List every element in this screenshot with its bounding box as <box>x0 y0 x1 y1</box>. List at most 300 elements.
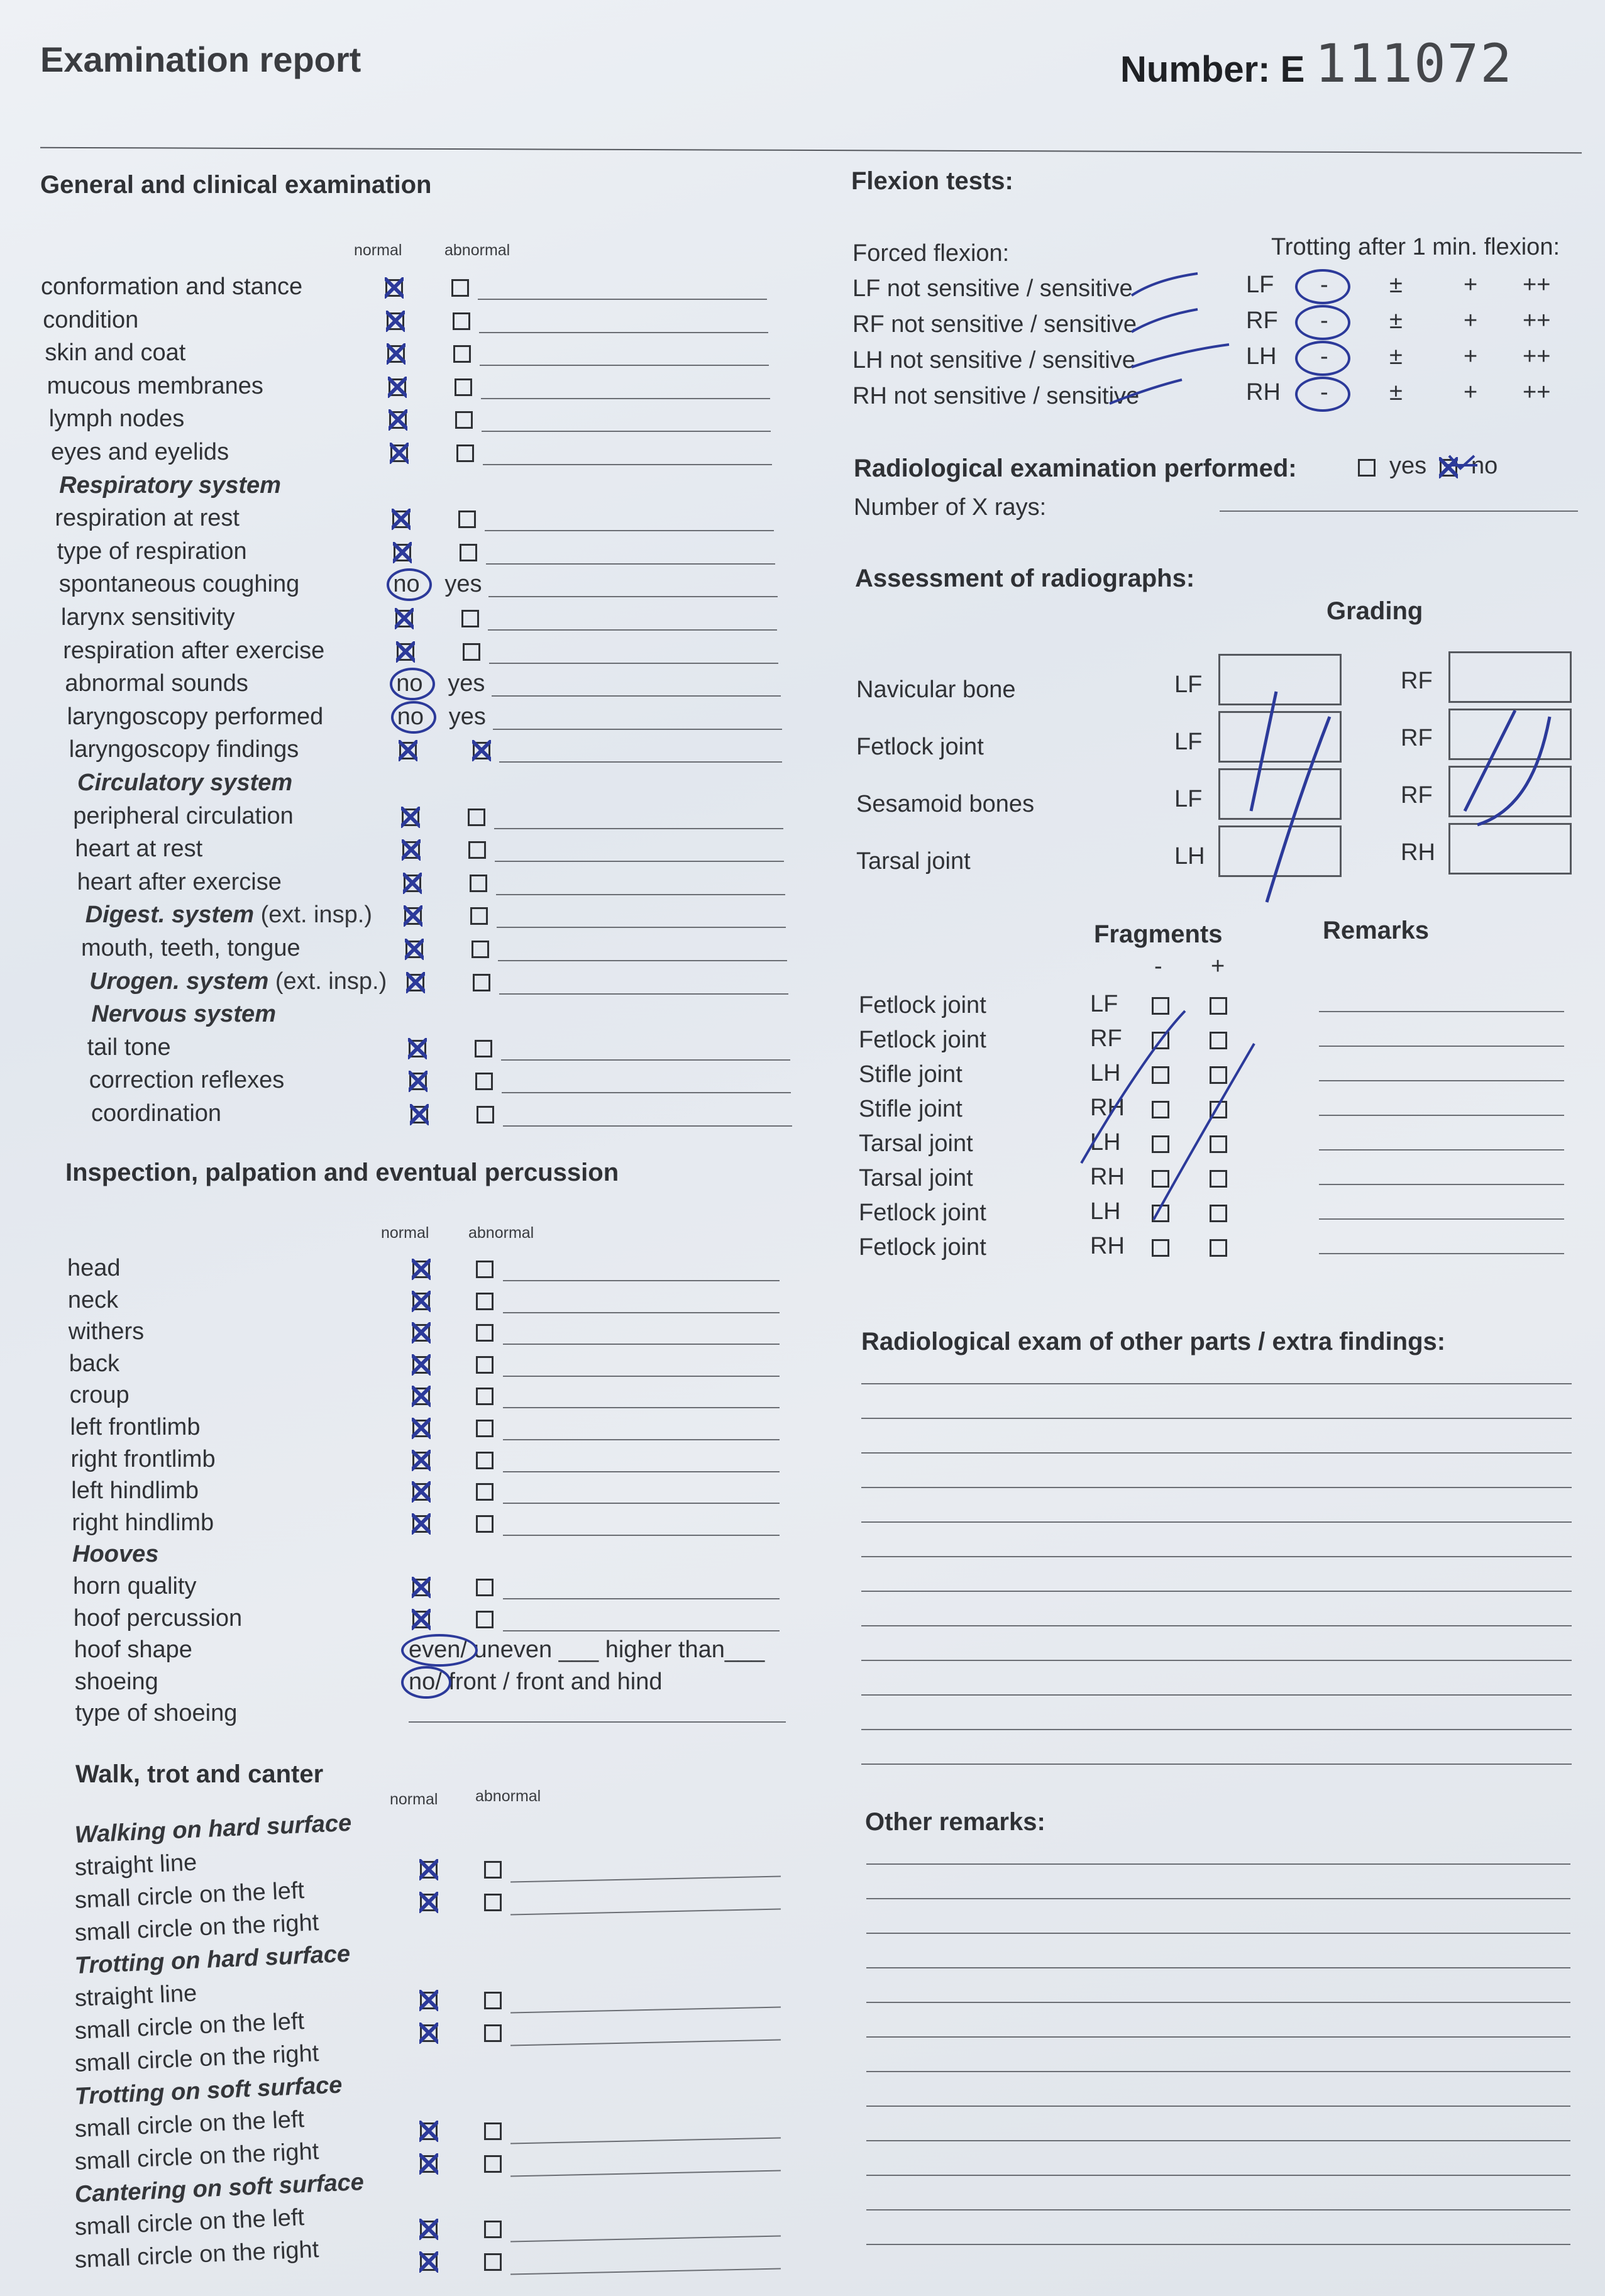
other-parts-line <box>861 1694 1572 1696</box>
flexion-grade: ++ <box>1523 343 1551 370</box>
general-normal-checkbox[interactable] <box>399 742 417 759</box>
general-normal-checkbox[interactable] <box>404 875 421 892</box>
flexion-grade-minus: - <box>1320 307 1328 334</box>
gait-abnormal-checkbox[interactable] <box>484 2221 502 2238</box>
fragments-plus-header: + <box>1211 953 1225 980</box>
general-abnormal-line <box>485 530 774 531</box>
fragments-plus-checkbox[interactable] <box>1210 1135 1227 1153</box>
other-parts-line <box>861 1729 1572 1730</box>
fragments-title: Fragments <box>1094 920 1223 948</box>
report-number-value: 111072 <box>1315 33 1513 94</box>
general-subhead <box>85 902 372 929</box>
gait-row-label: small circle on the left <box>74 2106 305 2143</box>
gait-subhead: Trotting on hard surface <box>74 1940 351 1979</box>
general-abnormal-line <box>499 993 788 995</box>
general-abnormal-checkbox[interactable] <box>453 345 471 363</box>
flexion-grade: ++ <box>1523 307 1551 334</box>
general-normal-checkbox[interactable] <box>395 610 413 627</box>
gait-abnormal-checkbox[interactable] <box>484 2155 502 2173</box>
report-number <box>1120 33 1513 94</box>
general-abnormal-checkbox[interactable] <box>463 643 480 661</box>
general-row-label: heart after exercise <box>77 868 282 895</box>
gait-normal-checkbox[interactable] <box>420 1894 438 1911</box>
fragments-minus-checkbox[interactable] <box>1152 1101 1169 1118</box>
flexion-grade-minus: - <box>1320 272 1328 298</box>
gait-abnormal-checkbox[interactable] <box>484 2122 502 2140</box>
flexion-selected-grade-circle <box>1295 305 1350 340</box>
fragments-minus-checkbox[interactable] <box>1152 1239 1169 1257</box>
general-abnormal-line <box>493 729 782 730</box>
general-abnormal-line <box>496 894 785 895</box>
general-abnormal-checkbox[interactable] <box>470 907 488 925</box>
radiological-yes-checkbox[interactable] <box>1358 459 1376 477</box>
fragments-row-label: Fetlock joint <box>859 1027 986 1053</box>
other-remarks-line <box>866 1863 1570 1865</box>
assessment-left-leg: LH <box>1174 843 1205 869</box>
general-normal-checkbox[interactable] <box>385 279 403 297</box>
inspection-abnormal-line <box>503 1344 780 1345</box>
assessment-right-grade-box[interactable] <box>1448 823 1572 875</box>
general-yes-option: yes <box>448 703 486 730</box>
other-remarks-line <box>866 2036 1570 2038</box>
gait-row-label: small circle on the left <box>74 1877 305 1914</box>
general-row-label: lymph nodes <box>48 406 185 433</box>
general-subhead-main: Urogen. system <box>89 968 269 995</box>
fragments-row-label: Stifle joint <box>859 1061 962 1088</box>
flexion-grade: + <box>1464 379 1478 406</box>
other-parts-line <box>861 1418 1572 1419</box>
gait-col-normal: normal <box>390 1791 438 1808</box>
assessment-right-leg: RF <box>1401 668 1433 694</box>
fragments-minus-checkbox[interactable] <box>1152 1032 1169 1049</box>
general-abnormal-checkbox[interactable] <box>453 312 470 330</box>
assessment-left-grade-box[interactable] <box>1218 825 1342 877</box>
inspection-col-abnormal: abnormal <box>468 1224 534 1242</box>
inspection-normal-checkbox[interactable] <box>412 1611 430 1628</box>
other-parts-line <box>861 1383 1572 1384</box>
fragments-minus-checkbox[interactable] <box>1152 997 1169 1015</box>
gait-normal-checkbox[interactable] <box>420 2253 438 2271</box>
inspection-abnormal-line <box>503 1439 780 1440</box>
gait-normal-checkbox[interactable] <box>420 2155 438 2173</box>
assessment-left-leg: LF <box>1174 671 1203 698</box>
general-row-label: heart at rest <box>75 836 203 863</box>
general-normal-checkbox[interactable] <box>390 444 408 462</box>
inspection-normal-checkbox[interactable] <box>412 1324 430 1342</box>
inspection-abnormal-checkbox[interactable] <box>476 1515 494 1533</box>
assessment-left-grade-box[interactable] <box>1218 711 1342 763</box>
general-abnormal-line <box>501 1059 790 1061</box>
inspection-abnormal-line <box>503 1407 780 1408</box>
gait-abnormal-checkbox[interactable] <box>484 2024 502 2042</box>
general-normal-checkbox[interactable] <box>404 907 422 925</box>
fragments-minus-checkbox[interactable] <box>1152 1066 1169 1084</box>
general-abnormal-checkbox[interactable] <box>472 941 489 958</box>
inspection-normal-checkbox[interactable] <box>412 1388 430 1405</box>
flexion-forced-label: Forced flexion: <box>852 240 1010 267</box>
general-subhead: Respiratory system <box>59 472 281 499</box>
general-subhead: Nervous system <box>91 1001 276 1028</box>
radiological-yes-label: yes <box>1389 453 1427 479</box>
general-normal-checkbox[interactable] <box>411 1106 428 1123</box>
general-subhead <box>89 968 387 995</box>
general-abnormal-checkbox[interactable] <box>456 444 474 462</box>
flexion-leg-label: LH <box>1246 343 1277 370</box>
inspection-normal-checkbox[interactable] <box>412 1579 430 1596</box>
other-remarks-line <box>866 1967 1570 1968</box>
gait-abnormal-checkbox[interactable] <box>484 1861 502 1879</box>
report-title: Examination report <box>40 40 361 79</box>
flexion-row-label: RF not sensitive / sensitive <box>852 311 1137 338</box>
general-abnormal-line <box>489 663 778 664</box>
other-parts-line <box>861 1763 1572 1765</box>
other-remarks-line <box>866 2002 1570 2003</box>
fragments-leg-label: LF <box>1090 991 1118 1017</box>
assessment-right-grade-box[interactable] <box>1448 766 1572 817</box>
flexion-leg-label: LF <box>1246 272 1274 298</box>
general-abnormal-line <box>483 464 772 465</box>
general-row-label: condition <box>43 306 139 333</box>
flexion-grade: + <box>1464 307 1478 334</box>
inspection-abnormal-line <box>503 1471 780 1472</box>
gait-abnormal-checkbox[interactable] <box>484 1992 502 2009</box>
fragments-minus-checkbox[interactable] <box>1152 1135 1169 1153</box>
general-row-label: respiration at rest <box>55 505 240 532</box>
fragments-row-label: Fetlock joint <box>859 1200 986 1226</box>
other-parts-line <box>861 1521 1572 1523</box>
other-parts-line <box>861 1556 1572 1557</box>
general-abnormal-checkbox[interactable] <box>473 742 490 759</box>
general-abnormal-checkbox[interactable] <box>451 279 469 297</box>
gait-abnormal-checkbox[interactable] <box>484 2253 502 2271</box>
inspection-abnormal-line <box>503 1535 780 1536</box>
other-remarks-title: Other remarks: <box>865 1808 1045 1836</box>
general-abnormal-checkbox[interactable] <box>461 610 479 627</box>
general-col-normal: normal <box>354 241 402 259</box>
general-abnormal-line <box>499 761 782 763</box>
other-remarks-line <box>866 2071 1570 2072</box>
fragments-plus-checkbox[interactable] <box>1210 1066 1227 1084</box>
flexion-selected-grade-circle <box>1295 269 1350 304</box>
inspection-normal-checkbox[interactable] <box>412 1515 430 1533</box>
inspection-abnormal-line <box>503 1598 780 1599</box>
fragments-plus-checkbox[interactable] <box>1210 1239 1227 1257</box>
inspection-row-label: hoof shape <box>74 1636 192 1664</box>
inspection-row-label: back <box>69 1350 119 1377</box>
gait-normal-checkbox[interactable] <box>420 1992 438 2009</box>
inspection-col-normal: normal <box>381 1224 429 1242</box>
fragments-minus-checkbox[interactable] <box>1152 1170 1169 1188</box>
inspection-text-line <box>409 1721 786 1723</box>
general-normal-checkbox[interactable] <box>405 941 423 958</box>
inspection-selected-circle <box>401 1666 451 1699</box>
general-no-circle <box>390 668 435 700</box>
flexion-grade: ± <box>1389 272 1403 298</box>
inspection-abnormal-checkbox[interactable] <box>476 1324 494 1342</box>
other-parts-title: Radiological exam of other parts / extra findings: <box>861 1328 1446 1355</box>
general-abnormal-line <box>479 332 768 333</box>
fragments-minus-header: - <box>1154 953 1162 980</box>
flexion-grade: ± <box>1389 379 1403 406</box>
other-parts-line <box>861 1591 1572 1592</box>
inspection-abnormal-checkbox[interactable] <box>476 1420 494 1437</box>
general-row-label: tail tone <box>87 1034 171 1061</box>
general-abnormal-line <box>498 960 787 961</box>
flexion-grade: ± <box>1389 343 1403 370</box>
general-normal-checkbox[interactable] <box>409 1073 427 1090</box>
gait-abnormal-line <box>510 1908 781 1915</box>
gait-abnormal-checkbox[interactable] <box>484 1894 502 1911</box>
strike-sensitive-lh <box>1132 345 1229 367</box>
flexion-grade: ++ <box>1523 272 1551 298</box>
general-abnormal-line <box>494 828 783 829</box>
other-remarks-line <box>866 2140 1570 2141</box>
inspection-abnormal-checkbox[interactable] <box>476 1483 494 1501</box>
general-normal-checkbox[interactable] <box>389 411 407 429</box>
assessment-left-grade-box[interactable] <box>1218 768 1342 820</box>
general-normal-checkbox[interactable] <box>402 841 420 859</box>
general-row-label: spontaneous coughing <box>58 571 300 598</box>
general-normal-checkbox[interactable] <box>389 378 406 396</box>
fragments-minus-checkbox[interactable] <box>1152 1205 1169 1222</box>
general-row-label: respiration after exercise <box>63 637 325 664</box>
gait-abnormal-line <box>510 2039 781 2046</box>
inspection-abnormal-line <box>503 1280 780 1281</box>
gait-row-label: small circle on the right <box>74 2040 320 2077</box>
inspection-selected-circle <box>401 1634 478 1667</box>
general-abnormal-checkbox[interactable] <box>473 974 490 991</box>
inspection-abnormal-checkbox[interactable] <box>476 1579 494 1596</box>
inspection-abnormal-checkbox[interactable] <box>476 1611 494 1628</box>
other-parts-line <box>861 1625 1572 1626</box>
general-normal-checkbox[interactable] <box>394 544 411 561</box>
general-abnormal-line <box>492 695 781 697</box>
general-col-abnormal: abnormal <box>444 241 510 259</box>
general-subhead-main: Digest. system <box>85 902 255 929</box>
fragments-remarks-title: Remarks <box>1323 917 1430 944</box>
other-remarks-line <box>866 1933 1570 1934</box>
general-abnormal-line <box>488 629 777 631</box>
flexion-trotting-label: Trotting after 1 min. flexion: <box>1271 234 1560 260</box>
fragments-row-label: Fetlock joint <box>859 1234 986 1261</box>
gait-row-label: small circle on the right <box>74 2138 320 2175</box>
inspection-abnormal-checkbox[interactable] <box>476 1261 494 1278</box>
fragments-row-label: Fetlock joint <box>859 992 986 1018</box>
inspection-row-label: left hindlimb <box>71 1477 199 1504</box>
inspection-normal-checkbox[interactable] <box>412 1420 430 1437</box>
gait-abnormal-line <box>510 2235 781 2242</box>
inspection-abnormal-checkbox[interactable] <box>476 1388 494 1405</box>
general-row-label: coordination <box>91 1100 222 1127</box>
general-abnormal-checkbox[interactable] <box>468 809 485 826</box>
fragments-plus-checkbox[interactable] <box>1210 1170 1227 1188</box>
gait-row-label: small circle on the left <box>74 2204 305 2241</box>
inspection-row-label: left frontlimb <box>70 1414 201 1440</box>
other-remarks-line <box>866 2106 1570 2107</box>
general-normal-checkbox[interactable] <box>387 312 404 330</box>
assessment-right-leg: RF <box>1401 782 1433 809</box>
other-parts-line <box>861 1452 1572 1454</box>
fragments-plus-checkbox[interactable] <box>1210 1205 1227 1222</box>
gait-subhead: Trotting on soft surface <box>74 2072 343 2110</box>
gait-subhead: Cantering on soft surface <box>74 2168 365 2208</box>
inspection-normal-checkbox[interactable] <box>412 1293 430 1310</box>
general-abnormal-line <box>478 299 767 300</box>
general-row-label: mucous membranes <box>47 372 263 399</box>
fragments-remarks-line <box>1319 1253 1564 1254</box>
fragments-leg-label: RH <box>1090 1164 1125 1190</box>
general-abnormal-checkbox[interactable] <box>455 378 472 396</box>
gait-row-label: small circle on the right <box>74 1909 320 1946</box>
general-abnormal-checkbox[interactable] <box>475 1073 493 1090</box>
inspection-text-part[interactable]: no <box>409 1668 436 1695</box>
other-parts-line <box>861 1487 1572 1488</box>
general-abnormal-checkbox[interactable] <box>455 411 473 429</box>
other-remarks-line <box>866 2175 1570 2176</box>
gait-abnormal-line <box>510 2170 781 2177</box>
flexion-row-label: LF not sensitive / sensitive <box>852 275 1133 302</box>
general-row-label: correction reflexes <box>89 1067 285 1094</box>
fragments-plus-checkbox[interactable] <box>1210 1101 1227 1118</box>
general-abnormal-checkbox[interactable] <box>458 511 476 528</box>
fragments-plus-checkbox[interactable] <box>1210 997 1227 1015</box>
inspection-abnormal-line <box>503 1376 780 1377</box>
fragments-remarks-line <box>1319 1218 1564 1220</box>
assessment-left-leg: LF <box>1174 729 1203 755</box>
gait-row-label: small circle on the left <box>74 2008 305 2045</box>
inspection-row-label: right frontlimb <box>70 1445 216 1472</box>
general-subhead: Circulatory system <box>77 770 293 796</box>
gait-abnormal-line <box>510 2006 781 2013</box>
general-normal-checkbox[interactable] <box>397 643 414 661</box>
general-normal-checkbox[interactable] <box>409 1040 426 1057</box>
inspection-row-label: horn quality <box>73 1573 197 1599</box>
general-yes-option: yes <box>448 670 485 697</box>
fragments-remarks-line <box>1319 1115 1564 1116</box>
fragments-leg-label: LH <box>1090 1198 1121 1225</box>
assessment-right-grade-box[interactable] <box>1448 651 1572 703</box>
inspection-subhead: Hooves <box>72 1541 159 1568</box>
inspection-normal-checkbox[interactable] <box>412 1452 430 1469</box>
general-no-option: no <box>393 571 420 598</box>
assessment-section-title: Assessment of radiographs: <box>855 565 1195 592</box>
inspection-row-label: head <box>67 1255 121 1281</box>
inspection-abnormal-checkbox[interactable] <box>476 1356 494 1374</box>
assessment-row-label: Sesamoid bones <box>856 791 1035 817</box>
assessment-left-grade-box[interactable] <box>1218 654 1342 705</box>
general-abnormal-line <box>503 1125 792 1127</box>
fragments-remarks-line <box>1319 1080 1564 1081</box>
assessment-grading-label: Grading <box>1326 597 1423 625</box>
general-normal-checkbox[interactable] <box>392 511 410 528</box>
gait-row-label: small circle on the right <box>74 2236 320 2273</box>
general-abnormal-line <box>486 563 775 565</box>
fragments-row-label: Tarsal joint <box>859 1130 973 1157</box>
flexion-grade: ++ <box>1523 379 1551 406</box>
fragments-remarks-line <box>1319 1046 1564 1047</box>
fragments-row-label: Stifle joint <box>859 1096 962 1122</box>
inspection-text-part: / uneven <box>460 1636 559 1664</box>
general-row-label: laryngoscopy findings <box>69 736 299 763</box>
general-section-title: General and clinical examination <box>40 171 432 199</box>
fragments-leg-label: LH <box>1090 1060 1121 1086</box>
gait-normal-checkbox[interactable] <box>420 2024 438 2042</box>
inspection-abnormal-line <box>503 1503 780 1504</box>
general-abnormal-checkbox[interactable] <box>460 544 477 561</box>
inspection-normal-checkbox[interactable] <box>412 1356 430 1374</box>
gait-normal-checkbox[interactable] <box>420 2122 438 2140</box>
other-remarks-line <box>866 2209 1570 2210</box>
fragments-remarks-line <box>1319 1184 1564 1185</box>
flexion-row-label: LH not sensitive / sensitive <box>852 347 1135 373</box>
flexion-grade: + <box>1464 272 1478 298</box>
flexion-section-title: Flexion tests: <box>851 167 1013 195</box>
general-abnormal-checkbox[interactable] <box>470 875 487 892</box>
inspection-normal-checkbox[interactable] <box>412 1261 430 1278</box>
report-number-label: Number: E <box>1120 49 1305 90</box>
gait-abnormal-line <box>510 2268 781 2275</box>
inspection-text-part: higher than___ <box>598 1636 765 1664</box>
general-no-circle <box>391 701 436 734</box>
inspection-abnormal-checkbox[interactable] <box>476 1293 494 1310</box>
gait-row-label: straight line <box>74 1849 197 1881</box>
flexion-selected-grade-circle <box>1295 377 1350 412</box>
radiological-no-checkbox[interactable] <box>1440 459 1457 477</box>
general-subhead-suffix: (ext. insp.) <box>260 902 372 929</box>
flexion-grade: ± <box>1389 307 1403 334</box>
general-abnormal-line <box>495 861 784 862</box>
gait-row-label: straight line <box>74 1980 197 2012</box>
gait-abnormal-line <box>510 1875 781 1882</box>
inspection-normal-checkbox[interactable] <box>412 1483 430 1501</box>
fragments-leg-label: RH <box>1090 1095 1125 1121</box>
fragments-plus-checkbox[interactable] <box>1210 1032 1227 1049</box>
radiological-xrays-label: Number of X rays: <box>854 494 1047 521</box>
general-normal-checkbox[interactable] <box>407 974 424 991</box>
general-abnormal-line <box>482 431 771 432</box>
assessment-left-leg: LF <box>1174 786 1203 812</box>
inspection-row-label: croup <box>69 1382 130 1409</box>
general-abnormal-line <box>481 398 770 399</box>
general-abnormal-checkbox[interactable] <box>468 841 486 859</box>
inspection-abnormal-checkbox[interactable] <box>476 1452 494 1469</box>
inspection-row-label: right hindlimb <box>72 1509 214 1536</box>
strike-sensitive-lf <box>1132 273 1198 295</box>
inspection-row-label: type of shoeing <box>75 1700 238 1727</box>
strike-sensitive-rf <box>1132 309 1198 332</box>
gait-abnormal-line <box>510 2137 781 2144</box>
flexion-grade-minus: - <box>1320 379 1328 406</box>
general-normal-checkbox[interactable] <box>387 345 405 363</box>
general-abnormal-checkbox[interactable] <box>475 1040 492 1057</box>
gait-normal-checkbox[interactable] <box>420 1861 438 1879</box>
gait-normal-checkbox[interactable] <box>420 2221 438 2238</box>
assessment-row-label: Tarsal joint <box>856 848 971 875</box>
assessment-right-grade-box[interactable] <box>1448 709 1572 760</box>
general-abnormal-checkbox[interactable] <box>477 1106 494 1123</box>
general-yes-option: yes <box>444 571 482 598</box>
general-normal-checkbox[interactable] <box>402 809 419 826</box>
header-divider <box>40 147 1582 154</box>
assessment-row-label: Fetlock joint <box>856 734 984 760</box>
inspection-text-part[interactable]: even <box>409 1636 461 1664</box>
general-abnormal-line <box>488 596 778 597</box>
flexion-leg-label: RF <box>1246 307 1278 334</box>
inspection-row-label: neck <box>67 1286 119 1313</box>
inspection-row-label: hoof percussion <box>73 1604 243 1631</box>
flexion-grade-minus: - <box>1320 343 1328 370</box>
other-remarks-line <box>866 2244 1570 2245</box>
